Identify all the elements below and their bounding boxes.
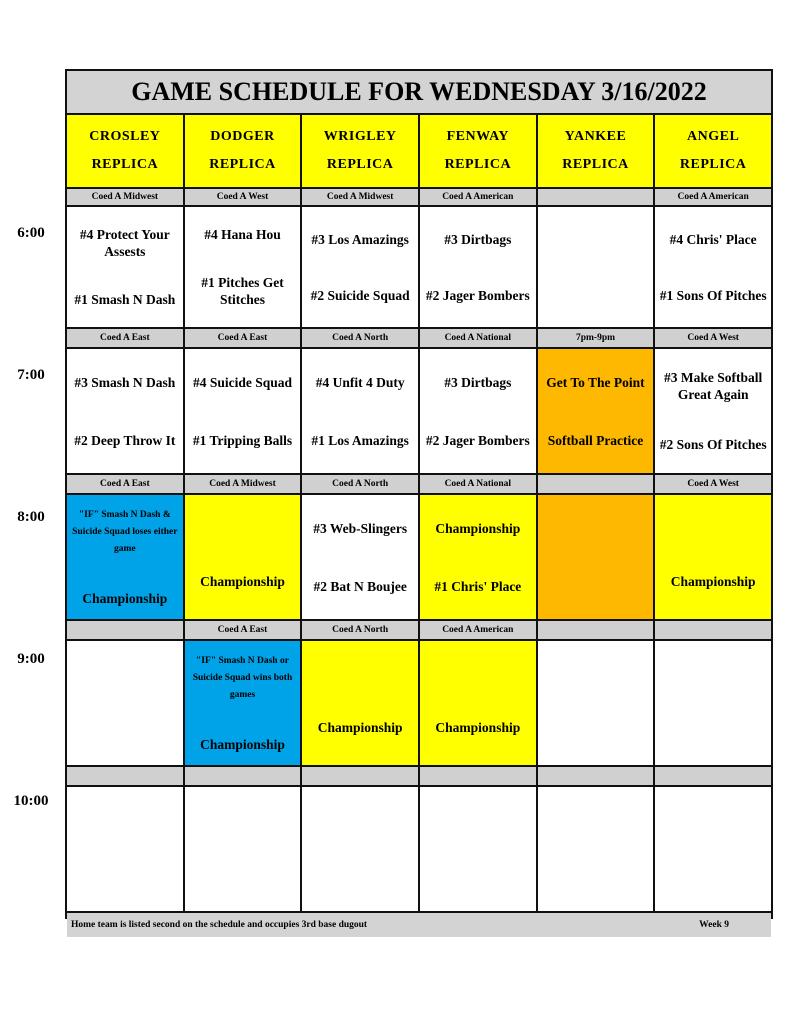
game-cell xyxy=(302,641,418,765)
field-name: WRIGLEY xyxy=(323,129,397,144)
division-label xyxy=(420,621,536,639)
division-text: Coed A Midwest xyxy=(209,479,276,489)
matchup-bottom: #2 Suicide Squad xyxy=(310,287,410,303)
field-name: FENWAY xyxy=(446,129,510,144)
game-cell xyxy=(67,787,183,911)
game-cell xyxy=(185,641,301,765)
matchup-top: #3 Dirtbags xyxy=(444,374,512,390)
division-label xyxy=(185,621,301,639)
matchup-bottom: Championship xyxy=(317,720,403,736)
division-text: Coed A East xyxy=(100,479,150,489)
division-label xyxy=(302,767,418,785)
division-text: Coed A West xyxy=(687,479,739,489)
division-label xyxy=(185,189,301,205)
matchup-bottom: #2 Bat N Boujee xyxy=(313,578,407,594)
division-text: Coed A West xyxy=(216,192,269,202)
matchup-bottom: Championship xyxy=(200,574,285,590)
game-cell xyxy=(67,349,183,473)
matchup-top: Get To The Point xyxy=(546,374,645,390)
game-cell xyxy=(420,787,536,911)
field-subtitle: REPLICA xyxy=(91,157,159,172)
game-cell xyxy=(655,207,771,327)
field-header-wrigley xyxy=(302,115,418,187)
game-cell xyxy=(655,641,771,765)
game-cell xyxy=(67,641,183,765)
field-header-fenway xyxy=(420,115,536,187)
division-label xyxy=(67,329,183,347)
division-label xyxy=(420,475,536,493)
game-cell xyxy=(420,207,536,327)
division-text: Coed A North xyxy=(332,479,389,489)
division-label xyxy=(67,475,183,493)
division-label xyxy=(655,621,771,639)
division-text: Coed A National xyxy=(444,333,512,343)
matchup-top: #3 Dirtbags xyxy=(444,231,512,247)
division-text: Coed A American xyxy=(677,192,749,202)
division-text: Coed A Midwest xyxy=(91,192,159,202)
division-label xyxy=(538,329,654,347)
matchup-bottom: Softball Practice xyxy=(547,432,644,448)
footer-note: Home team is listed second on the schedule and occupies 3rd base dugout xyxy=(71,920,368,930)
field-subtitle: REPLICA xyxy=(444,157,512,172)
game-cell xyxy=(67,495,183,619)
matchup-top: #4 Chris' Place xyxy=(669,231,757,247)
game-cell xyxy=(420,349,536,473)
matchup-top: #4 Suicide Squad xyxy=(192,374,293,390)
page-title: GAME SCHEDULE FOR WEDNESDAY 3/16/2022 xyxy=(67,71,771,113)
division-text: Coed A National xyxy=(444,479,512,489)
matchup-bottom: Championship xyxy=(670,574,756,590)
game-cell xyxy=(302,787,418,911)
time-label: 10:00 xyxy=(13,793,49,809)
matchup-bottom: #2 Jager Bombers xyxy=(425,287,530,303)
game-cell xyxy=(420,641,536,765)
field-subtitle: REPLICA xyxy=(209,157,276,172)
game-cell xyxy=(67,207,183,327)
game-cell xyxy=(538,349,654,473)
game-cell xyxy=(538,207,654,327)
matchup-bottom: #1 Los Amazings xyxy=(311,432,409,448)
matchup-top: Championship xyxy=(435,520,521,536)
division-text: 7pm-9pm xyxy=(575,333,616,343)
matchup-bottom: #1 Sons Of Pitches xyxy=(659,287,767,303)
division-label xyxy=(655,767,771,785)
division-text: Coed A North xyxy=(332,625,389,635)
division-text: Coed A East xyxy=(100,333,150,343)
matchup-bottom: #1 Smash N Dash xyxy=(74,291,176,307)
conditional-note: "IF" Smash N Dash & Suicide Squad loses either game xyxy=(72,510,178,554)
division-label xyxy=(185,767,301,785)
division-text: Coed A East xyxy=(217,333,268,343)
matchup-top: #4 Hana Hou xyxy=(204,227,281,243)
division-label xyxy=(538,475,654,493)
game-cell xyxy=(302,207,418,327)
matchup-bottom: #2 Sons Of Pitches xyxy=(659,436,767,452)
division-label xyxy=(67,767,183,785)
field-header-crosley xyxy=(67,115,183,187)
matchup-bottom: #2 Jager Bombers xyxy=(425,432,530,448)
division-label xyxy=(420,329,536,347)
time-label: 7:00 xyxy=(17,367,45,383)
division-label xyxy=(185,475,301,493)
field-subtitle: REPLICA xyxy=(679,157,747,172)
conditional-note: "IF" Smash N Dash or Suicide Squad wins both games xyxy=(192,656,293,700)
matchup-top: #3 Los Amazings xyxy=(311,231,409,247)
game-cell xyxy=(420,495,536,619)
division-text: Coed A North xyxy=(332,333,389,343)
division-label xyxy=(538,767,654,785)
division-label xyxy=(538,189,654,205)
game-cell xyxy=(538,787,654,911)
division-text: Coed A American xyxy=(442,192,514,202)
field-name: YANKEE xyxy=(564,129,627,144)
division-label xyxy=(302,189,418,205)
game-cell xyxy=(655,787,771,911)
division-label xyxy=(655,475,771,493)
footer-bar xyxy=(67,913,771,937)
division-label xyxy=(655,329,771,347)
time-label: 6:00 xyxy=(17,225,45,241)
division-label xyxy=(420,189,536,205)
matchup-top: #4 Unfit 4 Duty xyxy=(315,374,405,390)
game-cell xyxy=(302,349,418,473)
division-label xyxy=(302,475,418,493)
game-cell xyxy=(655,495,771,619)
field-subtitle: REPLICA xyxy=(562,157,629,172)
matchup-bottom: #1 Chris' Place xyxy=(434,578,522,594)
division-label xyxy=(67,621,183,639)
division-text: Coed A West xyxy=(687,333,739,343)
matchup-top: #3 Smash N Dash xyxy=(74,374,176,390)
matchup-bottom: #1 Tripping Balls xyxy=(192,432,293,448)
schedule-table xyxy=(65,69,773,930)
division-text: Coed A East xyxy=(217,625,268,635)
game-cell xyxy=(185,207,301,327)
division-label xyxy=(420,767,536,785)
field-name: CROSLEY xyxy=(89,129,161,144)
division-label xyxy=(185,329,301,347)
game-cell xyxy=(185,349,301,473)
division-label xyxy=(302,329,418,347)
division-label xyxy=(67,189,183,205)
matchup-top: #3 Make Softball Great Again xyxy=(664,370,763,403)
division-text: Coed A American xyxy=(442,625,514,635)
matchup-bottom: Championship xyxy=(435,720,521,736)
field-header-dodger xyxy=(185,115,301,187)
matchup-bottom: #1 Pitches Get Stitches xyxy=(201,274,284,307)
field-name: ANGEL xyxy=(687,129,740,144)
game-cell xyxy=(655,349,771,473)
time-label: 9:00 xyxy=(17,651,45,667)
matchup-top: #3 Web-Slingers xyxy=(313,520,408,536)
week-label: Week 9 xyxy=(699,920,729,930)
division-label xyxy=(655,189,771,205)
division-label xyxy=(538,621,654,639)
matchup-bottom: Championship xyxy=(200,737,285,752)
matchup-bottom: Championship xyxy=(82,591,168,606)
game-cell xyxy=(538,495,654,619)
time-label: 8:00 xyxy=(17,509,45,525)
field-name: DODGER xyxy=(210,129,275,144)
game-cell xyxy=(185,787,301,911)
game-cell xyxy=(538,641,654,765)
field-subtitle: REPLICA xyxy=(326,157,394,172)
field-header-yankee xyxy=(538,115,654,187)
field-header-angel xyxy=(655,115,771,187)
division-label xyxy=(302,621,418,639)
game-cell xyxy=(185,495,301,619)
matchup-top: #4 Protect Your Assests xyxy=(79,227,170,260)
division-text: Coed A Midwest xyxy=(326,192,394,202)
game-cell xyxy=(302,495,418,619)
matchup-bottom: #2 Deep Throw It xyxy=(74,432,176,448)
